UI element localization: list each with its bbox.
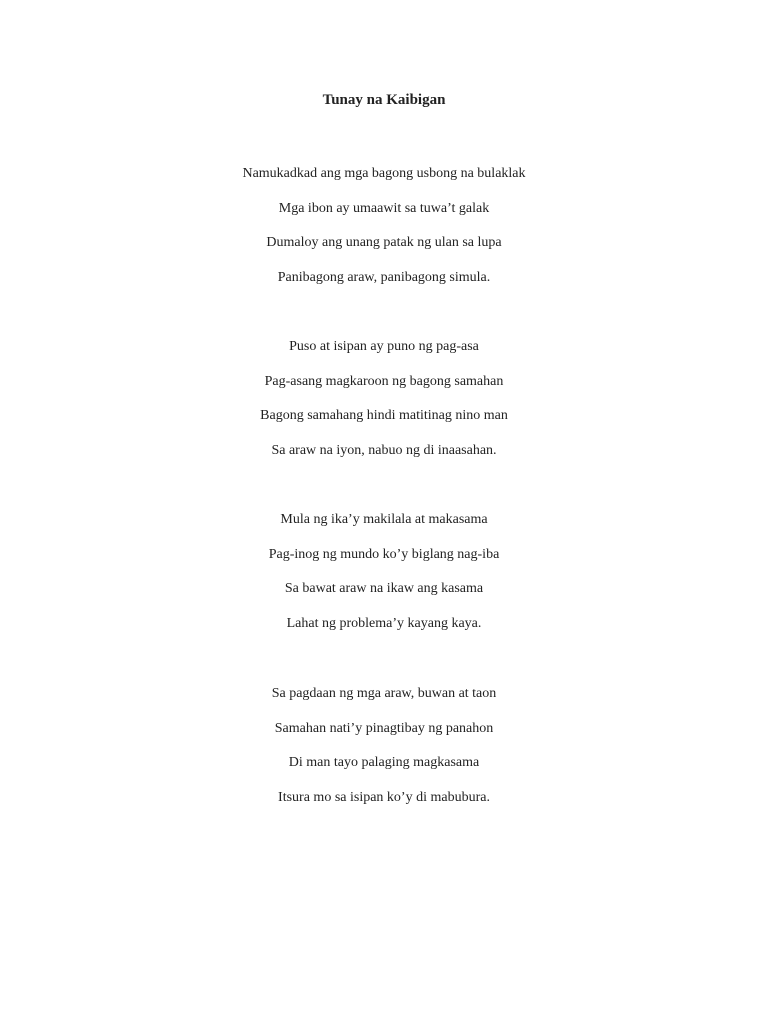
stanza-2: [0, 337, 768, 476]
stanza-line: Panibagong araw, panibagong simula.: [277, 269, 491, 285]
stanza-3: [0, 510, 768, 649]
stanza-line: Itsura mo sa isipan ko’y di mabubura.: [278, 789, 490, 805]
stanza-line: Di man tayo palaging magkasama: [288, 755, 480, 771]
stanza-line: Namukadkad ang mga bagong usbong na bulaklak: [242, 166, 526, 181]
stanza-line: Sa pagdaan ng mga araw, buwan at taon: [271, 686, 497, 701]
stanza-1: [0, 164, 768, 303]
stanza-line: Sa bawat araw na ikaw ang kasama: [284, 581, 484, 597]
stanza-line: Pag-asang magkaroon ng bagong samahan: [264, 373, 504, 389]
stanza-line: Bagong samahang hindi matitinag nino man: [260, 408, 508, 424]
stanza-line: Dumaloy ang unang patak ng ulan sa lupa: [266, 235, 502, 251]
stanza-4: [0, 684, 768, 823]
stanza-line: Sa araw na iyon, nabuo ng di inaasahan.: [271, 442, 497, 458]
stanza-line: Pag-inog ng mundo ko’y biglang nag-iba: [268, 546, 500, 562]
stanza-line: Samahan nati’y pinagtibay ng panahon: [274, 720, 494, 736]
stanza-line: Mga ibon ay umaawit sa tuwa’t galak: [278, 200, 490, 216]
stanza-line: Puso at isipan ay puno ng pag-asa: [289, 339, 479, 354]
poem-title: Tunay na Kaibigan: [322, 92, 446, 108]
stanza-line: Mula ng ika’y makilala at makasama: [280, 512, 488, 527]
stanza-line: Lahat ng problema’y kayang kaya.: [286, 615, 482, 631]
